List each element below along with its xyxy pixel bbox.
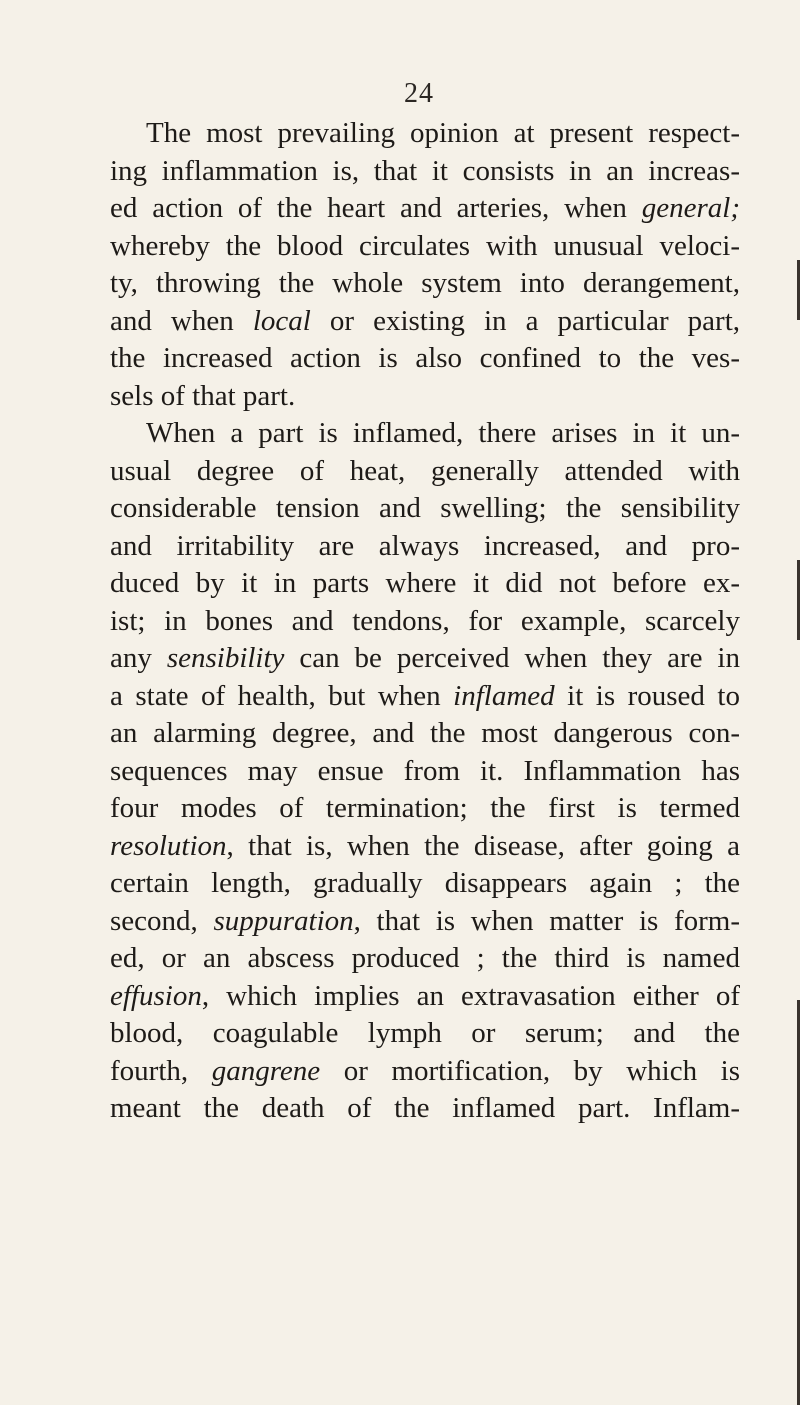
text-line (110, 453, 740, 491)
italic-term: effusion (110, 979, 202, 1012)
text-line (110, 378, 740, 416)
text-segment: sequences may ensue from it. Inflammation has (110, 754, 740, 787)
text-line (110, 978, 740, 1016)
body-text (110, 115, 740, 1128)
text-segment: and irritability are always increased, and pro- (110, 529, 740, 562)
text-line (110, 415, 740, 453)
text-segment: duced by it in parts where it did not before ex- (110, 567, 740, 599)
text-segment: whereby the blood circulates with unusual veloci- (110, 229, 740, 262)
text-segment: can be perceived when they are in (284, 642, 740, 674)
text-segment: ist; in bones and tendons, for example, scarcely (110, 604, 740, 637)
text-segment: When a part is inflamed, there arises in it un- (146, 417, 740, 449)
italic-term: gangrene (211, 1054, 321, 1087)
text-segment: blood, coagulable lymph or serum; and the (110, 1017, 740, 1049)
text-line (110, 1053, 740, 1091)
text-segment: an alarming degree, and the most dangerous con- (110, 717, 740, 749)
text-line (110, 490, 740, 528)
text-segment: The most prevailing opinion at present respect- (146, 117, 740, 149)
text-line (110, 190, 740, 228)
text-segment: and when (110, 304, 253, 337)
text-segment: meant the death of the inflamed part. Inflam- (110, 1092, 740, 1124)
text-line (110, 528, 740, 566)
text-segment: , that is when matter is form- (353, 904, 740, 937)
text-segment: four modes of termination; the first is termed (110, 792, 740, 824)
text-segment: , that is, when the disease, after going a (226, 829, 740, 862)
text-line (110, 640, 740, 678)
text-segment: ed, or an abscess produced ; the third is named (110, 942, 740, 974)
text-line (110, 265, 740, 303)
text-segment: ty, throwing the whole system into derangement, (110, 267, 740, 299)
text-segment: second, (110, 904, 214, 937)
text-line (110, 790, 740, 828)
text-line (110, 303, 740, 341)
italic-term: general; (641, 192, 740, 224)
text-line (110, 865, 740, 903)
text-line (110, 1015, 740, 1053)
text-segment: the increased action is also confined to the ves- (110, 342, 740, 374)
text-line (110, 1090, 740, 1128)
text-line (110, 153, 740, 191)
text-line (110, 678, 740, 716)
text-line (110, 115, 740, 153)
page-number: 24 (404, 78, 434, 109)
text-line (110, 940, 740, 978)
text-segment: or existing in a particular part, (310, 304, 740, 337)
text-line (110, 565, 740, 603)
text-segment: it is roused to (554, 679, 740, 712)
text-line (110, 753, 740, 791)
text-segment: sels of that part. (110, 379, 296, 412)
text-segment: considerable tension and swelling; the sensibility (110, 492, 740, 524)
text-line (110, 715, 740, 753)
text-segment: any (110, 642, 167, 674)
text-segment: ing inflammation is, that it consists in an increas- (110, 154, 740, 187)
text-line (110, 603, 740, 641)
text-segment: , which implies an extravasation either of (201, 979, 740, 1012)
text-line (110, 903, 740, 941)
text-segment: fourth, (110, 1054, 212, 1087)
text-segment: a state of health, but when (110, 679, 454, 712)
italic-term: resolution (110, 829, 227, 862)
text-segment: certain length, gradually disappears again ; the (110, 867, 740, 899)
text-segment: ed action of the heart and arteries, when (110, 192, 642, 224)
italic-term: sensibility (166, 642, 285, 674)
italic-term: local (252, 304, 311, 337)
text-line (110, 828, 740, 866)
text-line (110, 228, 740, 266)
text-line (110, 340, 740, 378)
italic-term: suppuration (213, 904, 354, 937)
text-segment: or mortification, by which is (320, 1054, 740, 1087)
italic-term: inflamed (453, 679, 555, 712)
text-segment: usual degree of heat, generally attended with (110, 454, 740, 487)
